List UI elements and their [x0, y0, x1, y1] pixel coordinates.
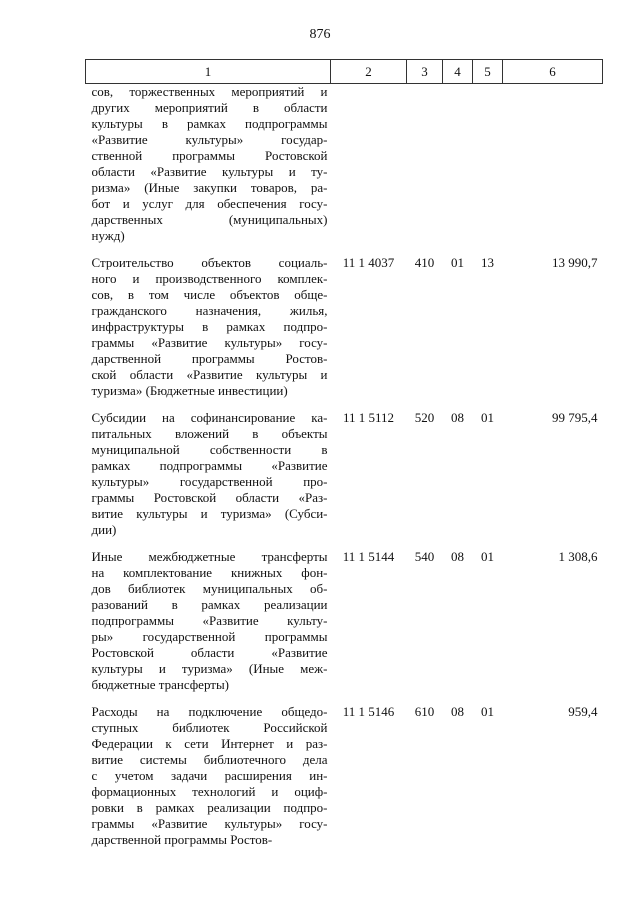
description-line: граммы Ростовской области «Раз- — [91, 490, 328, 505]
budget-table — [85, 59, 603, 848]
row-amount: 1 308,6 — [558, 549, 598, 564]
row-subsection: 13 — [481, 255, 494, 270]
header-col-2: 2 — [331, 60, 407, 84]
row-expense-type — [407, 84, 443, 245]
description-line: витие культуры и туризма» (Субси- — [91, 506, 328, 521]
row-target-code — [331, 84, 407, 245]
header-col-5: 5 — [473, 60, 503, 84]
table-body — [86, 84, 603, 849]
row-section — [443, 84, 473, 245]
description-line: рамках подпрограммы «Развитие — [91, 458, 328, 473]
table-row — [86, 693, 603, 848]
description-line: бюджетные трансферты) — [91, 677, 230, 692]
description-line: ры» государственной программы — [91, 629, 328, 644]
row-description — [86, 538, 331, 693]
row-expense-type: 540 — [414, 549, 435, 564]
description-line: культуры в рамках подпрограммы — [91, 116, 328, 131]
description-line: дарственной программы Ростов- — [91, 351, 328, 366]
row-description — [86, 84, 331, 245]
description-line: ровки в рамках реализации подпро- — [91, 800, 328, 815]
description-line: питальных вложений в объекты — [91, 426, 328, 441]
row-amount — [503, 84, 603, 245]
description-line: области «Развитие культуры и ту- — [91, 164, 328, 179]
page-number: 876 — [309, 27, 331, 42]
row-section: 08 — [451, 410, 464, 425]
description-line: дарственной программы Ростов- — [91, 832, 273, 847]
description-line: Субсидии на софинансирование ка- — [91, 410, 328, 425]
table-header-row — [86, 60, 603, 84]
description-line: дарственных (муниципальных) — [91, 212, 328, 227]
row-expense-type: 410 — [414, 255, 435, 270]
description-line: нужд) — [91, 228, 125, 243]
row-section: 01 — [451, 255, 464, 270]
description-line: ступных библиотек Российской — [91, 720, 328, 735]
table-row — [86, 84, 603, 245]
description-line: муниципальной собственности в — [91, 442, 328, 457]
description-line: инфраструктуры в рамках подпро- — [91, 319, 328, 334]
table-row — [86, 399, 603, 538]
description-line: культуры» государственной про- — [91, 474, 328, 489]
row-target-code: 11 1 4037 — [342, 255, 395, 270]
row-subsection — [473, 84, 503, 245]
description-line: гражданского назначения, жилья, — [91, 303, 328, 318]
description-line: ственной программы Ростовской — [91, 148, 328, 163]
header-col-3: 3 — [407, 60, 443, 84]
description-line: Строительство объектов социаль- — [91, 255, 328, 270]
row-target-code: 11 1 5144 — [342, 549, 395, 564]
row-target-code: 11 1 5146 — [342, 704, 395, 719]
description-line: ного и производственного комплек- — [91, 271, 328, 286]
row-description — [86, 693, 331, 848]
row-amount: 99 795,4 — [552, 410, 598, 425]
row-amount: 13 990,7 — [552, 255, 598, 270]
description-line: Иные межбюджетные трансферты — [91, 549, 328, 564]
header-col-1: 1 — [86, 60, 331, 84]
description-line: культуры и туризма» (Иные меж- — [91, 661, 328, 676]
description-line: на комплектование книжных фон- — [91, 565, 328, 580]
row-expense-type: 520 — [414, 410, 435, 425]
row-subsection: 01 — [481, 410, 494, 425]
description-line: Ростовской области «Развитие — [91, 645, 328, 660]
table-row — [86, 244, 603, 399]
table-row — [86, 538, 603, 693]
description-line: граммы «Развитие культуры» госу- — [91, 335, 328, 350]
description-line: ризма» (Иные закупки товаров, ра- — [91, 180, 328, 195]
description-line: Федерации к сети Интернет и раз- — [91, 736, 328, 751]
row-subsection: 01 — [481, 549, 494, 564]
description-line: бот и услуг для обеспечения госу- — [91, 196, 328, 211]
description-line: сов, в том числе объектов обще- — [91, 287, 328, 302]
description-line: туризма» (Бюджетные инвестиции) — [91, 383, 288, 398]
description-line: с учетом задачи расширения ин- — [91, 768, 328, 783]
description-line: «Развитие культуры» государ- — [91, 132, 328, 147]
description-line: других мероприятий в области — [91, 100, 328, 115]
row-section: 08 — [451, 549, 464, 564]
row-description — [86, 399, 331, 538]
description-line: подпрограммы «Развитие культу- — [91, 613, 328, 628]
header-col-4: 4 — [443, 60, 473, 84]
description-line: разований в рамках реализации — [91, 597, 328, 612]
header-col-6: 6 — [503, 60, 603, 84]
row-section: 08 — [451, 704, 464, 719]
row-subsection: 01 — [481, 704, 494, 719]
description-line: дов библиотек муниципальных об- — [91, 581, 328, 596]
row-amount: 959,4 — [568, 704, 598, 719]
description-line: граммы «Развитие культуры» госу- — [91, 816, 328, 831]
description-line: формационных технологий и оциф- — [91, 784, 328, 799]
row-target-code: 11 1 5112 — [342, 410, 395, 425]
row-description — [86, 244, 331, 399]
description-line: дии) — [91, 522, 117, 537]
description-line: витие системы библиотечного дела — [91, 752, 328, 767]
description-line: Расходы на подключение общедо- — [91, 704, 328, 719]
description-line: сов, торжественных мероприятий и — [91, 84, 328, 99]
description-line: ской области «Развитие культуры и — [91, 367, 328, 382]
row-expense-type: 610 — [414, 704, 435, 719]
